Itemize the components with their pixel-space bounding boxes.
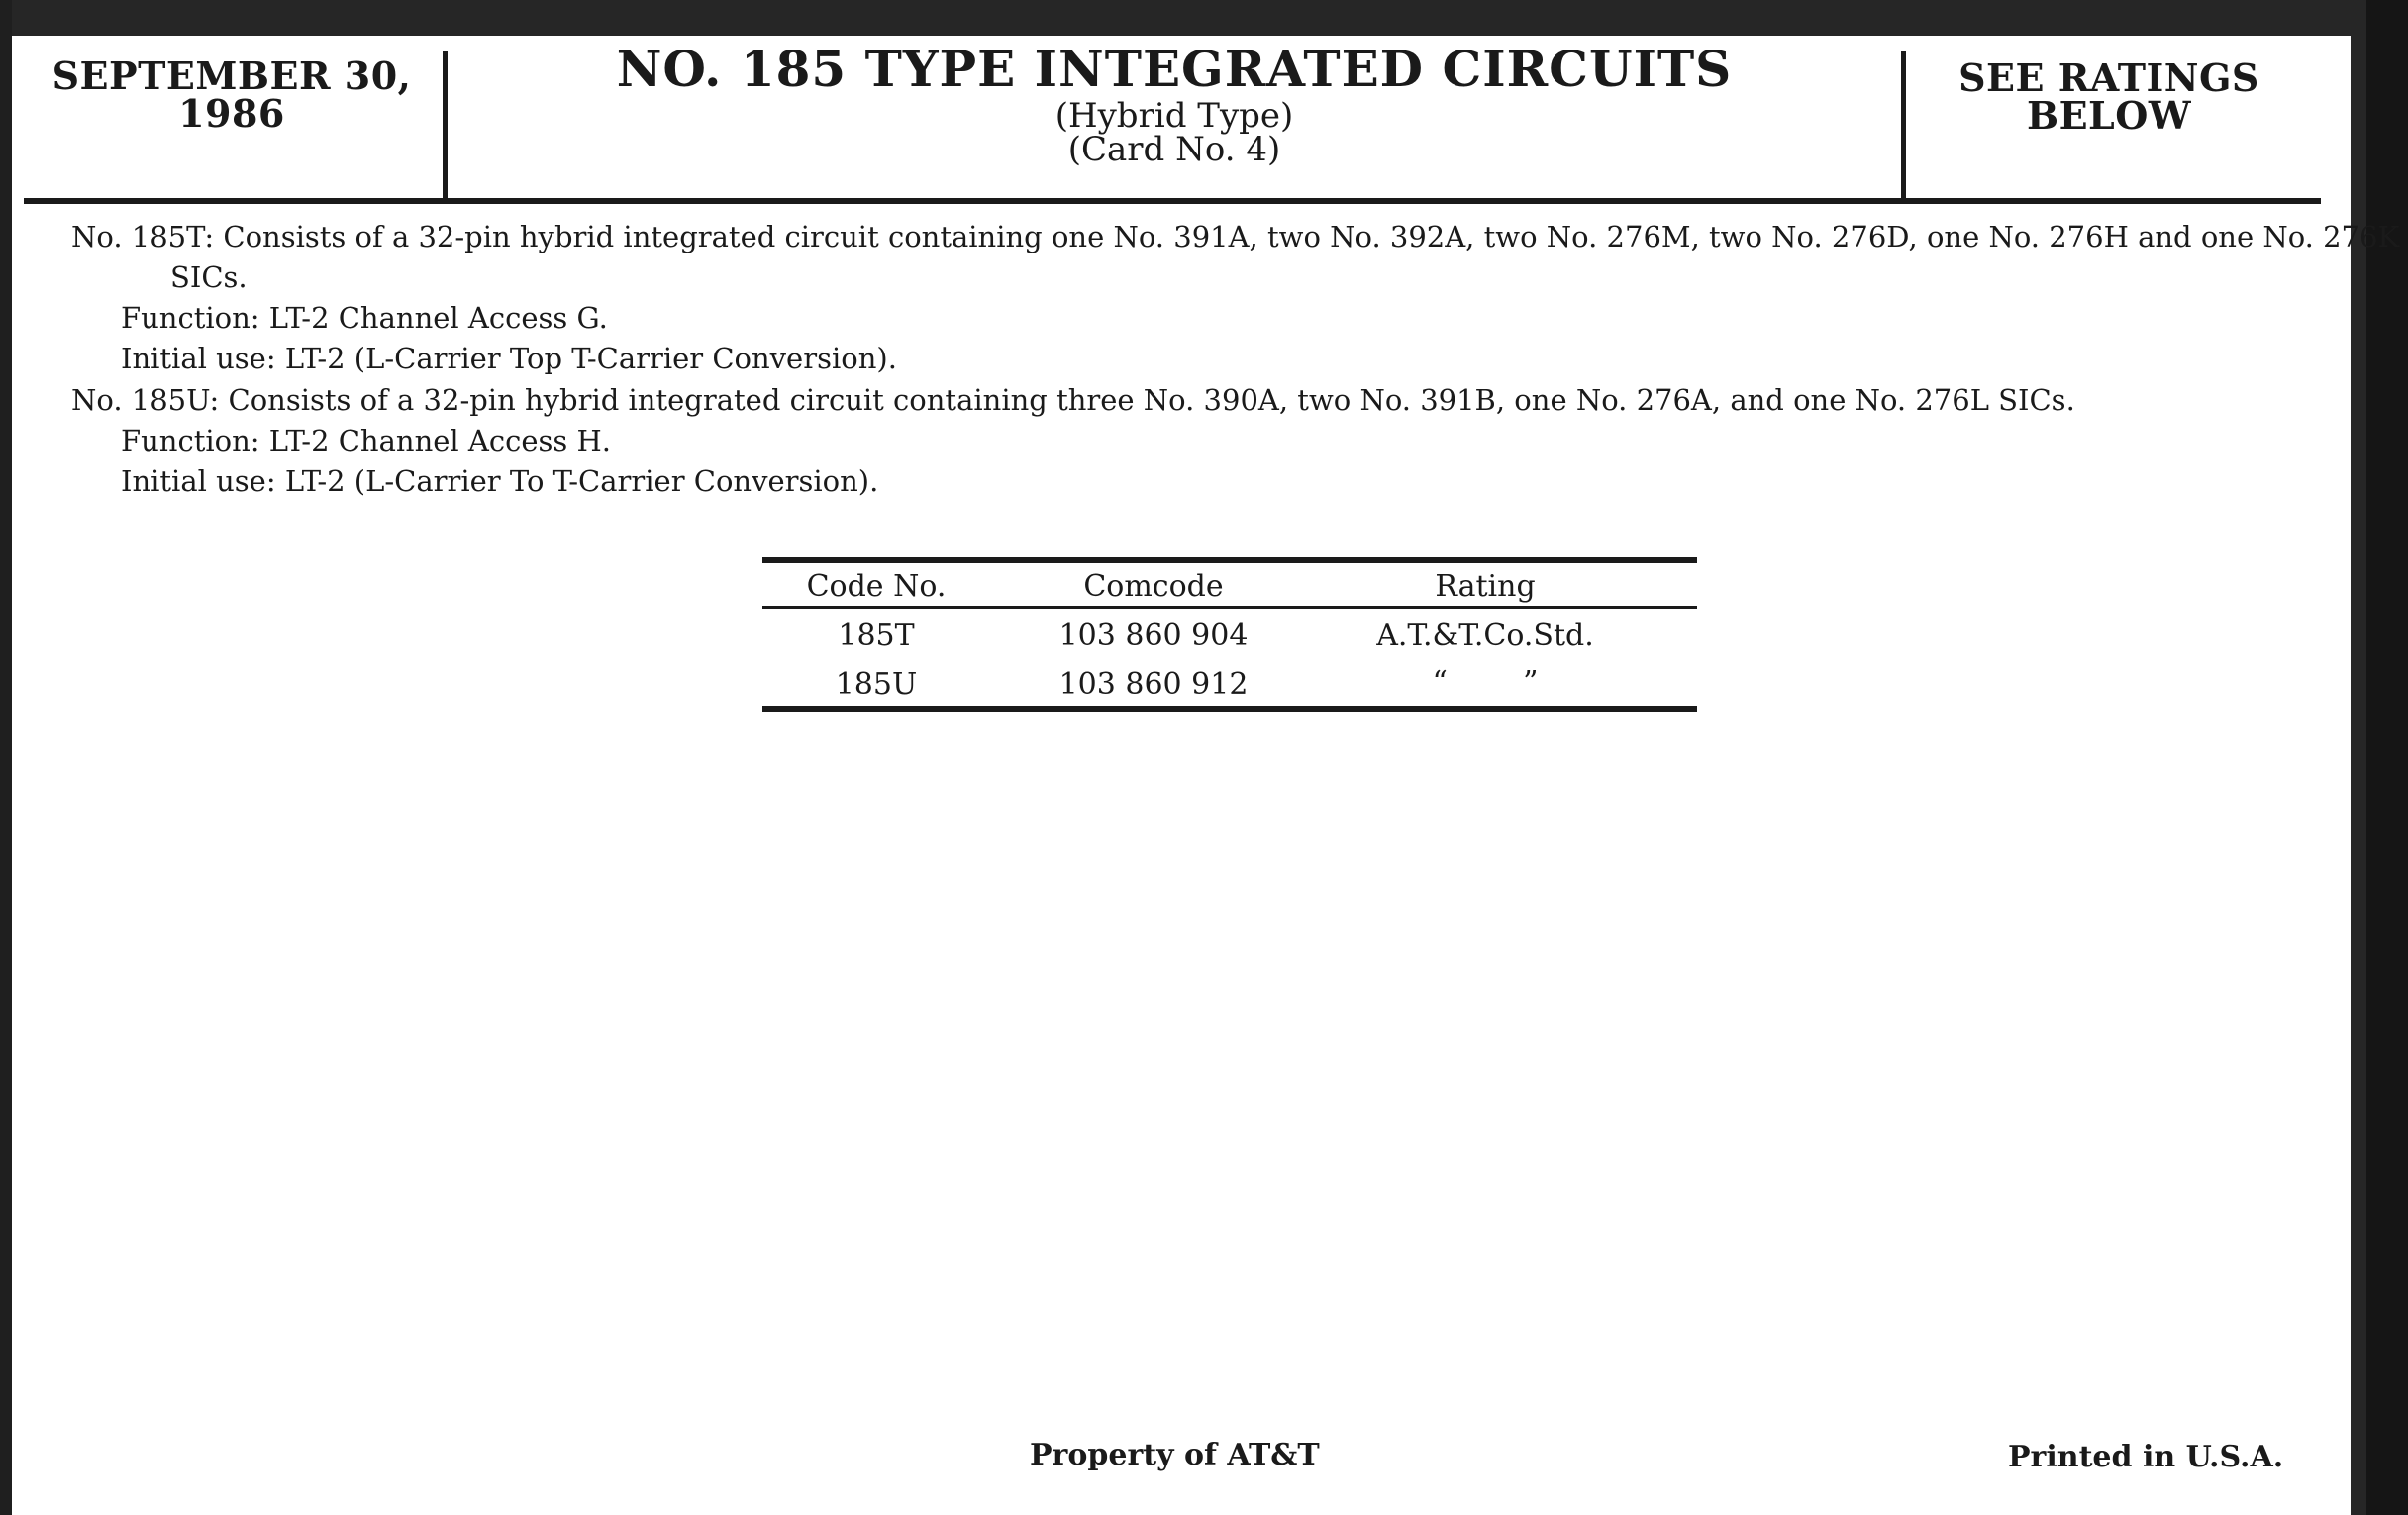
entry-185t-description: No. 185T: Consists of a 32-pin hybrid integrated circuit containing one No. 391A, two No. 392A, two No. 276M, two No. 276D, one No. 276H and one No. 276K xyxy=(71,220,2400,253)
scan-frame-top xyxy=(0,0,2408,36)
header-date-line1: SEPTEMBER 30, xyxy=(51,53,412,98)
document-card xyxy=(12,36,2351,1515)
scan-frame-left xyxy=(0,0,12,1515)
header-ratings xyxy=(1906,55,2312,138)
table-cell-comcode: 103 860 904 xyxy=(1058,618,1249,653)
entry-185t-function: Function: LT-2 Channel Access G. xyxy=(121,301,608,335)
table-rule-header xyxy=(762,606,1697,609)
table-header-comcode: Comcode xyxy=(1083,569,1224,604)
table-cell-comcode: 103 860 912 xyxy=(1058,667,1249,702)
page-subtitle-type: (Hybrid Type) xyxy=(1054,96,1294,136)
header-ratings-line2: BELOW xyxy=(2026,93,2192,138)
entry-185u-initial-use: Initial use: LT-2 (L-Carrier To T-Carrier Conversion). xyxy=(121,464,879,498)
table-cell-rating-ditto: “ ” xyxy=(1432,665,1539,700)
table-rule-bottom xyxy=(762,706,1697,712)
footer-printed: Printed in U.S.A. xyxy=(2008,1440,2284,1474)
header-rule xyxy=(24,198,2321,204)
table-cell-code: 185T xyxy=(838,618,915,653)
entry-185u-description: No. 185U: Consists of a 32-pin hybrid integrated circuit containing three No. 390A, two No. 391B, one No. 276A, and one No. 276L SICs. xyxy=(71,383,2075,417)
table-cell-rating: A.T.&T.Co.Std. xyxy=(1376,618,1594,653)
header-ratings-line1: SEE RATINGS xyxy=(1958,55,2259,100)
table-header-rating: Rating xyxy=(1435,569,1536,604)
entry-185t-initial-use: Initial use: LT-2 (L-Carrier Top T-Carrier Conversion). xyxy=(121,342,897,375)
header-date xyxy=(24,53,440,136)
table-cell-code: 185U xyxy=(835,667,918,702)
page-subtitle-card: (Card No. 4) xyxy=(1067,130,1281,169)
header-date-line2: 1986 xyxy=(178,91,285,136)
table-rule-top xyxy=(762,557,1697,563)
entry-185t-description-cont: SICs. xyxy=(170,260,248,294)
entry-185u-function: Function: LT-2 Channel Access H. xyxy=(121,424,611,457)
table-header-code: Code No. xyxy=(806,569,947,604)
footer-property: Property of AT&T xyxy=(1030,1438,1320,1472)
header-title-block xyxy=(448,40,1901,169)
page-title: NO. 185 TYPE INTEGRATED CIRCUITS xyxy=(616,40,1733,98)
